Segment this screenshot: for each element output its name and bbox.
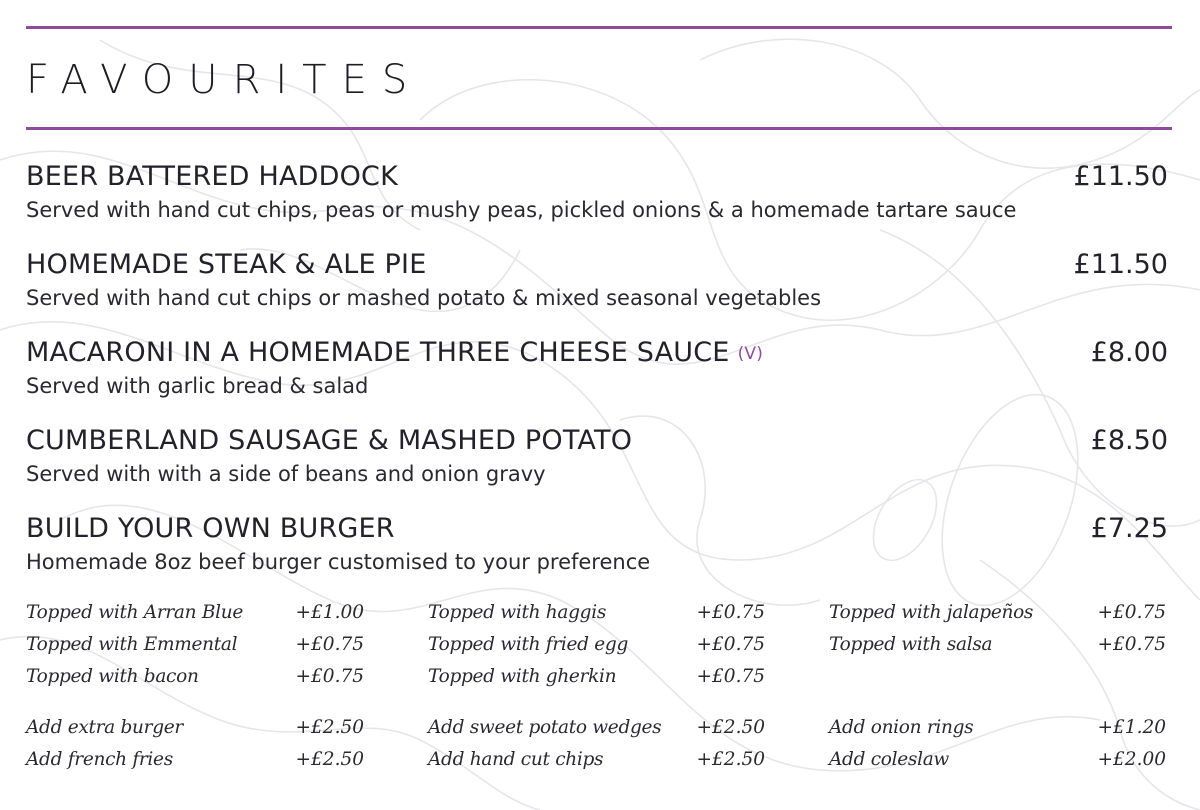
dish-name-row — [26, 336, 763, 371]
topping-row — [428, 597, 765, 629]
side-row — [829, 744, 1166, 776]
dish-name: CUMBERLAND SAUSAGE & MASHED POTATO — [26, 425, 633, 456]
side-row — [428, 712, 765, 744]
topping-row — [829, 629, 1166, 661]
topping-row — [428, 661, 765, 693]
side-price: +£2.50 — [696, 717, 765, 738]
topping-price: +£0.75 — [696, 602, 765, 623]
dish-description: Served with hand cut chips or mashed potato & mixed seasonal vegetables — [26, 286, 822, 310]
topping-price: +£0.75 — [696, 666, 765, 687]
side-row — [428, 744, 765, 776]
topping-price: +£0.75 — [295, 666, 364, 687]
dish-price: £11.50 — [1073, 249, 1168, 280]
topping-label: Topped with jalapeños — [829, 602, 1034, 623]
dish-description: Served with hand cut chips, peas or mushy peas, pickled onions & a homemade tartare sauce — [26, 198, 1017, 222]
topping-row — [26, 661, 364, 693]
topping-row — [829, 597, 1166, 629]
side-row — [26, 712, 364, 744]
topping-row — [26, 629, 364, 661]
side-price: +£2.50 — [696, 749, 765, 770]
topping-label: Topped with Arran Blue — [26, 602, 244, 623]
dish-name: BUILD YOUR OWN BURGER — [26, 513, 395, 544]
side-price: +£1.20 — [1097, 717, 1166, 738]
dish-name: MACARONI IN A HOMEMADE THREE CHEESE SAUCE — [26, 337, 730, 368]
side-price: +£2.00 — [1097, 749, 1166, 770]
topping-price: +£0.75 — [1097, 634, 1166, 655]
side-row — [26, 744, 364, 776]
side-label: Add sweet potato wedges — [428, 717, 662, 738]
topping-row — [26, 597, 364, 629]
topping-label: Topped with haggis — [428, 602, 607, 623]
topping-label: Topped with fried egg — [428, 634, 628, 655]
side-price: +£2.50 — [295, 749, 364, 770]
dish-price: £8.00 — [1090, 337, 1168, 368]
topping-price: +£1.00 — [295, 602, 364, 623]
side-label: Add hand cut chips — [428, 749, 604, 770]
side-row — [829, 712, 1166, 744]
topping-price: +£0.75 — [1097, 602, 1166, 623]
topping-label: Topped with gherkin — [428, 666, 617, 687]
vegetarian-badge: (V) — [737, 344, 764, 364]
side-label: Add coleslaw — [829, 749, 949, 770]
topping-row — [428, 629, 765, 661]
topping-label: Topped with salsa — [829, 634, 993, 655]
dish-description: Homemade 8oz beef burger customised to your preference — [26, 550, 651, 574]
side-price: +£2.50 — [295, 717, 364, 738]
top-divider — [26, 26, 1172, 29]
section-title: FAVOURITES — [26, 57, 423, 103]
side-label: Add extra burger — [26, 717, 183, 738]
side-label: Add french fries — [26, 749, 173, 770]
dish-name: BEER BATTERED HADDOCK — [26, 161, 399, 192]
dish-price: £7.25 — [1090, 513, 1168, 544]
dish-name: HOMEMADE STEAK & ALE PIE — [26, 249, 427, 280]
title-divider — [26, 127, 1172, 130]
dish-description: Served with with a side of beans and onion gravy — [26, 462, 546, 486]
topping-price: +£0.75 — [295, 634, 364, 655]
dish-price: £11.50 — [1073, 161, 1168, 192]
side-label: Add onion rings — [829, 717, 974, 738]
topping-label: Topped with Emmental — [26, 634, 238, 655]
topping-price: +£0.75 — [696, 634, 765, 655]
topping-label: Topped with bacon — [26, 666, 199, 687]
dish-description: Served with garlic bread & salad — [26, 374, 369, 398]
dish-price: £8.50 — [1090, 425, 1168, 456]
